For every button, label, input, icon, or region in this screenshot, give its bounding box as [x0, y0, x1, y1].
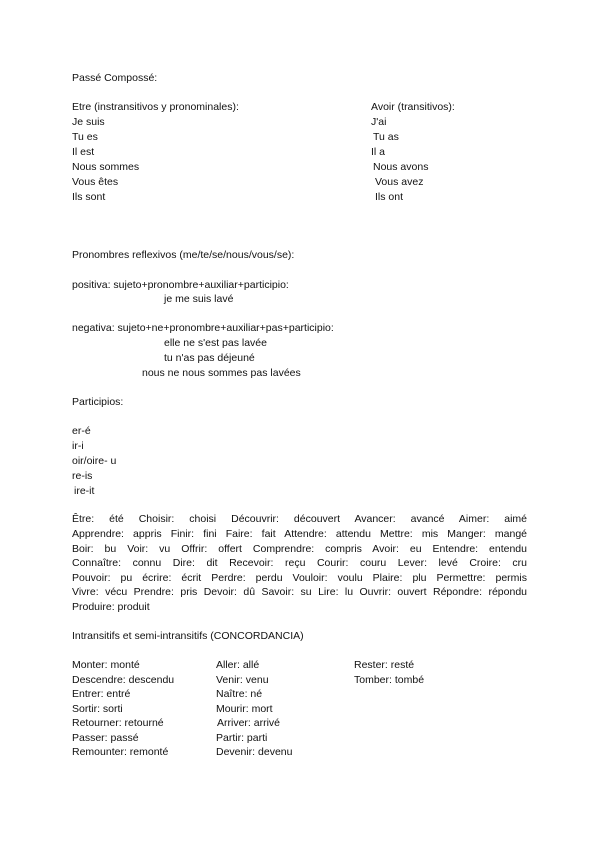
participio-rule: re-is — [72, 470, 93, 482]
etre-row: Tu es — [72, 131, 98, 143]
intransitif-item: Retourner: retourné — [72, 717, 164, 729]
participio-rule: ir-i — [72, 440, 84, 452]
etre-row: Nous sommes — [72, 161, 140, 173]
intransitif-item: Aller: allé — [216, 659, 260, 671]
pronombres-heading: Pronombres reflexivos (me/te/se/nous/vous/se): — [72, 249, 295, 261]
intransitif-item: Arriver: arrivé — [217, 717, 281, 729]
intransitif-item: Entrer: entré — [72, 688, 131, 700]
etre-row: Il est — [72, 146, 95, 158]
intransitif-item: Remounter: remonté — [72, 746, 169, 758]
participio-rule: er-é — [72, 425, 91, 437]
negativa-example: tu n'as pas déjeuné — [164, 352, 255, 364]
intransitif-item: Rester: resté — [354, 659, 415, 671]
participio-list-line: Produire: produit — [72, 601, 150, 613]
avoir-heading: Avoir (transitivos): — [371, 101, 455, 113]
participio-list-line: Connaître: connu Dire: dit Recevoir: reçu Courir: couru Lever: levé Croire: cru — [72, 557, 527, 569]
etre-heading: Etre (instransitivos y pronominales): — [72, 101, 239, 113]
participio-list-line: Être: été Choisir: choisi Découvrir: découvert Avancer: avancé Aimer: aimé — [72, 513, 527, 525]
participio-rule: ire-it — [74, 485, 95, 497]
positiva-example: je me suis lavé — [164, 293, 234, 305]
positiva-label: positiva: sujeto+pronombre+auxiliar+participio: — [72, 279, 289, 291]
intransitif-item: Passer: passé — [72, 732, 139, 744]
avoir-row: Tu as — [373, 131, 399, 143]
negativa-label: negativa: sujeto+ne+pronombre+auxiliar+pas+participio: — [72, 322, 334, 334]
participio-list-line: Pouvoir: pu écrire: écrit Perdre: perdu Vouloir: voulu Plaire: plu Permettre: permis — [72, 572, 527, 584]
avoir-row: Il a — [371, 146, 386, 158]
etre-row: Vous êtes — [72, 176, 119, 188]
intransitif-item: Monter: monté — [72, 659, 140, 671]
avoir-row: Nous avons — [373, 161, 429, 173]
intransitif-item: Venir: venu — [216, 674, 269, 686]
page-title: Passé Compossé: — [72, 72, 158, 84]
intransitif-item: Devenir: devenu — [216, 746, 293, 758]
intransitif-item: Partir: parti — [216, 732, 268, 744]
intransitif-item: Naître: né — [216, 688, 263, 700]
intransitif-item: Sortir: sorti — [72, 703, 123, 715]
avoir-row: Vous avez — [375, 176, 424, 188]
avoir-row: J'ai — [371, 116, 387, 128]
negativa-example: elle ne s'est pas lavée — [164, 337, 267, 349]
etre-row: Je suis — [72, 116, 105, 128]
participio-list-line: Boir: bu Voir: vu Offrir: offert Comprendre: compris Avoir: eu Entendre: entendu — [72, 543, 527, 555]
avoir-row: Ils ont — [375, 191, 404, 203]
intransitif-item: Descendre: descendu — [72, 674, 175, 686]
participio-list-line: Apprendre: appris Finir: fini Faire: fait Attendre: attendu Mettre: mis Manger: mangé — [72, 528, 527, 540]
negativa-example: nous ne nous sommes pas lavées — [142, 367, 301, 379]
intransitif-item: Tomber: tombé — [354, 674, 425, 686]
participio-rule: oir/oire- u — [72, 455, 117, 467]
participios-heading: Participios: — [72, 396, 124, 408]
participio-list-line: Vivre: vécu Prendre: pris Devoir: dû Savoir: su Lire: lu Ouvrir: ouvert Répondre: répondu — [72, 586, 527, 598]
etre-row: Ils sont — [72, 191, 106, 203]
intransitif-item: Mourir: mort — [216, 703, 273, 715]
intransitifs-heading: Intransitifs et semi-intransitifs (CONCORDANCIA) — [72, 630, 304, 642]
